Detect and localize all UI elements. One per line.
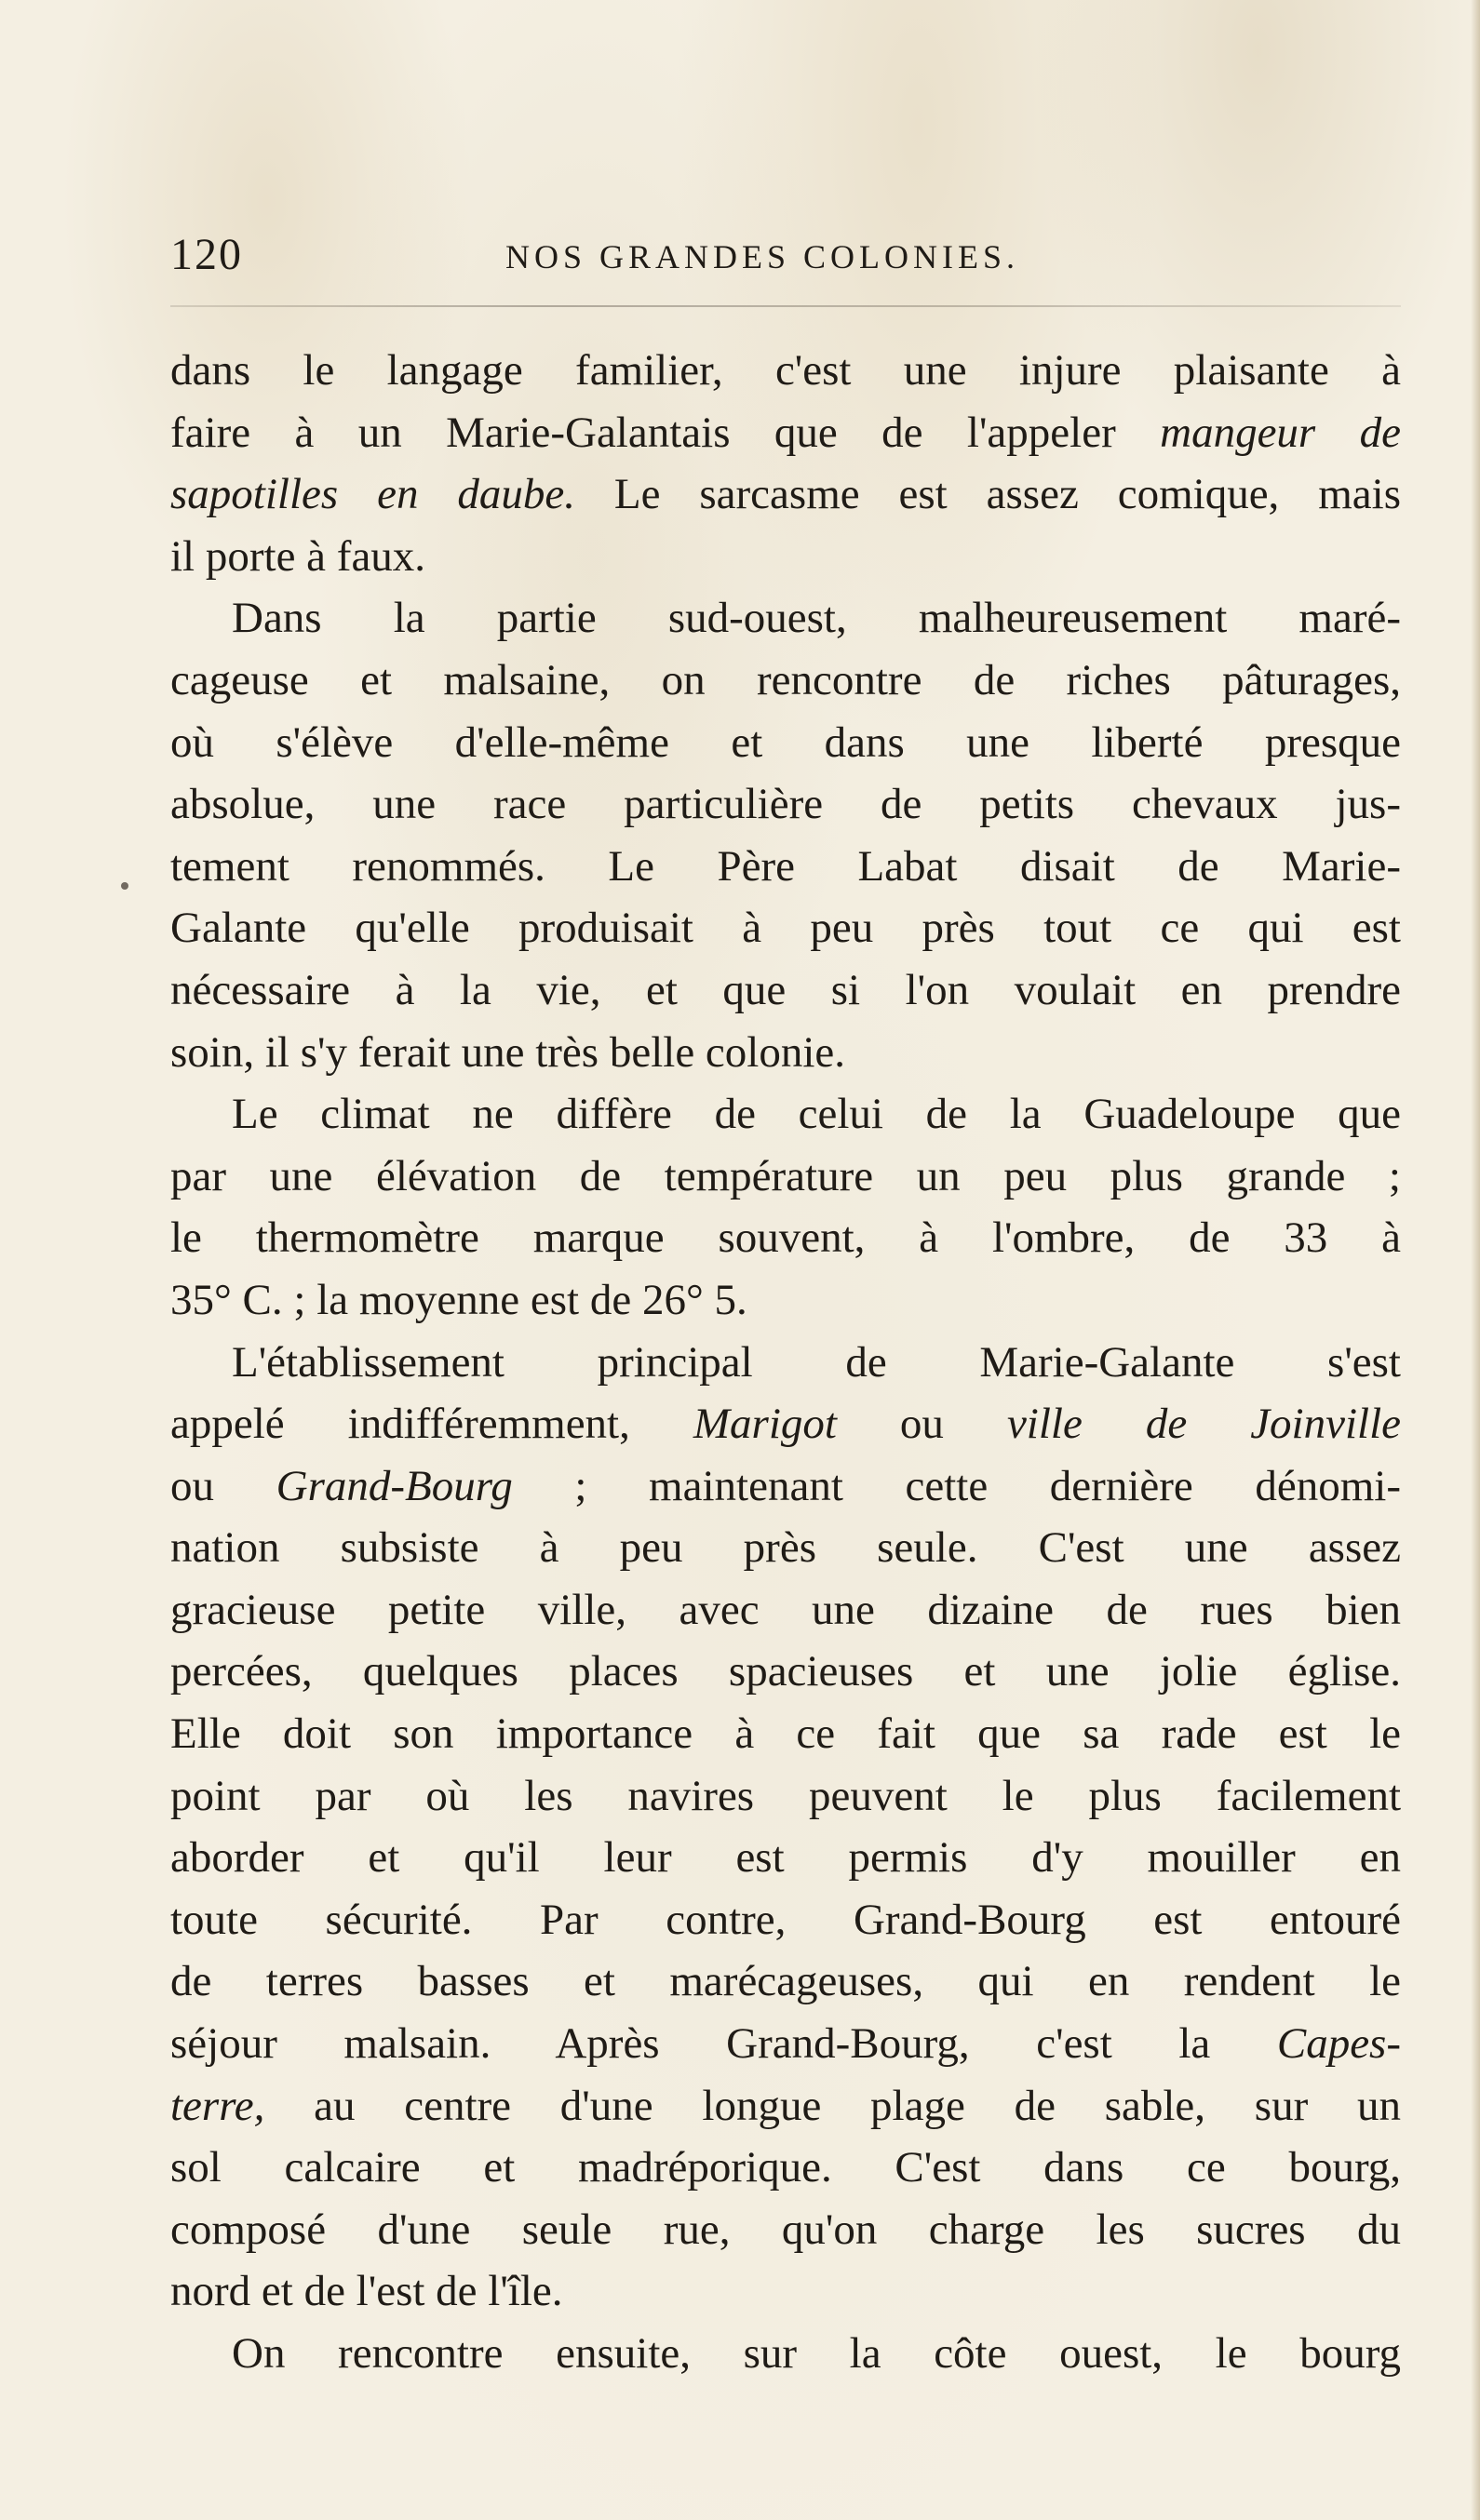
text-line — [170, 526, 1401, 588]
text-line — [170, 1641, 1401, 1703]
text-line — [170, 1332, 1401, 1394]
text-segment: ou — [836, 1400, 1007, 1449]
text-line — [170, 959, 1401, 1022]
text-segment: absolue, une race particulière de petits chevaux jus- — [170, 780, 1401, 829]
text-line — [170, 1022, 1401, 1084]
body-text — [170, 340, 1401, 2385]
text-line — [170, 587, 1401, 650]
text-line — [170, 836, 1401, 898]
italic-segment: sapotilles en daube. — [170, 470, 575, 519]
text-line — [170, 897, 1401, 959]
text-segment: ou — [170, 1461, 276, 1510]
text-segment: il porte à faux. — [170, 531, 426, 581]
running-title: NOS GRANDES COLONIES. — [505, 238, 1020, 275]
text-line — [170, 340, 1401, 402]
text-segment: où s'élève d'elle-même et dans une liberté presque — [170, 717, 1401, 767]
text-line — [170, 1269, 1401, 1332]
text-line — [170, 2013, 1401, 2075]
italic-segment: Grand-Bourg — [276, 1461, 513, 1510]
text-line — [170, 402, 1401, 464]
page-number: 120 — [170, 230, 243, 279]
text-line — [170, 1083, 1401, 1146]
text-segment: nécessaire à la vie, et que si l'on voulait en prendre — [170, 965, 1401, 1014]
text-segment: Le climat ne diffère de celui de la Guadeloupe que — [232, 1090, 1401, 1139]
italic-segment: Capes- — [1276, 2019, 1401, 2069]
text-segment: dans le langage familier, c'est une injure plaisante à — [170, 346, 1401, 395]
text-segment: ; maintenant cette dernière dénomi- — [512, 1461, 1401, 1510]
text-line — [170, 773, 1401, 836]
text-line — [170, 1207, 1401, 1269]
text-segment: par une élévation de température un peu plus grande ; — [170, 1151, 1401, 1200]
running-head — [170, 227, 1401, 283]
text-line — [170, 2260, 1401, 2323]
text-segment: composé d'une seule rue, qu'on charge les sucres du — [170, 2205, 1401, 2254]
italic-segment: mangeur de — [1160, 408, 1401, 457]
text-line — [170, 2323, 1401, 2385]
text-line — [170, 712, 1401, 774]
text-segment: Galante qu'elle produisait à peu près tout ce qui est — [170, 904, 1401, 953]
italic-segment: ville de Joinville — [1006, 1400, 1401, 1449]
text-line — [170, 1579, 1401, 1642]
text-segment: nation subsiste à peu près seule. C'est une assez — [170, 1523, 1401, 1573]
text-segment: le thermomètre marque souvent, à l'ombre, de 33 à — [170, 1213, 1401, 1263]
italic-segment: Marigot — [693, 1400, 837, 1449]
text-line — [170, 1703, 1401, 1765]
text-segment: percées, quelques places spacieuses et une jolie église. — [170, 1647, 1401, 1696]
text-segment: de terres basses et marécageuses, qui en rendent le — [170, 1957, 1401, 2006]
text-segment: On rencontre ensuite, sur la côte ouest, le bourg — [232, 2329, 1401, 2378]
text-segment: Dans la partie sud-ouest, malheureusement maré- — [232, 594, 1401, 643]
text-line — [170, 1827, 1401, 1889]
text-segment: cageuse et malsaine, on rencontre de riches pâturages, — [170, 655, 1401, 704]
italic-segment: terre, — [170, 2081, 265, 2130]
text-segment: 35° C. ; la moyenne est de 26° 5. — [170, 1275, 747, 1324]
text-segment: appelé indifféremment, — [170, 1400, 693, 1449]
text-segment: au centre d'une longue plage de sable, sur un — [264, 2081, 1401, 2130]
text-segment: tement renommés. Le Père Labat disait de Marie- — [170, 841, 1401, 891]
text-segment: soin, il s'y ferait une très belle colonie. — [170, 1027, 846, 1077]
page-edge-shadow — [1471, 0, 1480, 2520]
text-segment: aborder et qu'il leur est permis d'y mouiller en — [170, 1833, 1401, 1883]
text-segment: point par où les navires peuvent le plus facilement — [170, 1771, 1401, 1820]
text-segment: Le sarcasme est assez comique, mais — [574, 470, 1401, 519]
text-line — [170, 1146, 1401, 1208]
text-segment: sol calcaire et madréporique. C'est dans ce bourg, — [170, 2143, 1401, 2192]
header-rule — [170, 305, 1401, 307]
text-line — [170, 650, 1401, 712]
text-segment: séjour malsain. Après Grand-Bourg, c'est la — [170, 2019, 1277, 2069]
text-line — [170, 1765, 1401, 1828]
text-line — [170, 463, 1401, 526]
text-segment: nord et de l'est de l'île. — [170, 2267, 563, 2316]
text-line — [170, 1393, 1401, 1455]
text-line — [170, 2075, 1401, 2138]
text-line — [170, 2137, 1401, 2199]
text-segment: gracieuse petite ville, avec une dizaine de rues bien — [170, 1585, 1401, 1634]
text-line — [170, 1455, 1401, 1518]
text-segment: Elle doit son importance à ce fait que sa rade est le — [170, 1709, 1401, 1759]
text-line — [170, 2199, 1401, 2261]
text-line — [170, 1889, 1401, 1951]
text-segment: L'établissement principal de Marie-Galante s'est — [232, 1337, 1401, 1387]
text-line — [170, 1517, 1401, 1579]
text-segment: faire à un Marie-Galantais que de l'appeler — [170, 408, 1161, 457]
margin-mark — [121, 882, 128, 890]
text-line — [170, 1950, 1401, 2013]
text-segment: toute sécurité. Par contre, Grand-Bourg est entouré — [170, 1895, 1401, 1944]
